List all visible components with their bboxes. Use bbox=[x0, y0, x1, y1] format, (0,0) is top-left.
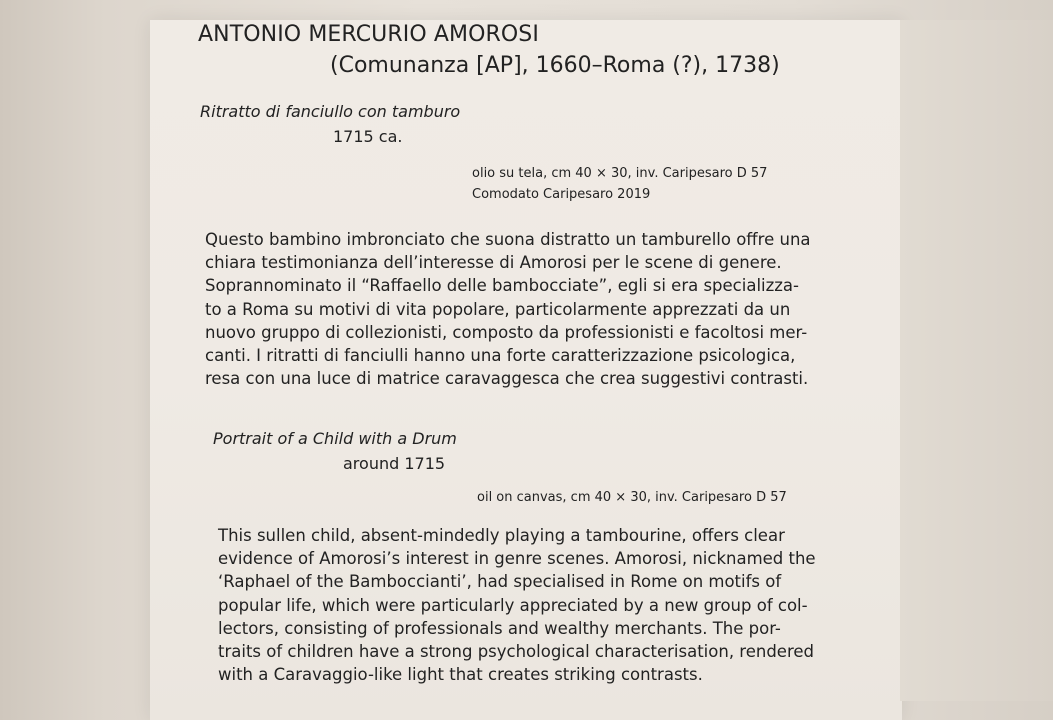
description-line: lectors, consisting of professionals and wealthy merchants. The por- bbox=[218, 618, 781, 638]
wall-background bbox=[900, 20, 1053, 701]
description-line: nuovo gruppo di collezionisti, composto da professionisti e facoltosi mer- bbox=[205, 322, 808, 342]
artwork-title-italian: Ritratto di fanciullo con tamburo bbox=[200, 102, 461, 121]
loan-note-italian: Comodato Caripesaro 2019 bbox=[472, 187, 651, 202]
description-italian bbox=[205, 228, 811, 390]
artist-dates: (Comunanza [AP], 1660–Roma (?), 1738) bbox=[330, 53, 780, 78]
description-line: Soprannominato il “Raffaello delle bambocciate”, egli si era specializza- bbox=[205, 276, 799, 296]
description-line: resa con una luce di matrice caravaggesca che crea suggestivi contrasti. bbox=[205, 369, 809, 389]
description-line: traits of children have a strong psychological characterisation, rendered bbox=[218, 642, 815, 662]
artist-name: ANTONIO MERCURIO AMOROSI bbox=[198, 22, 539, 47]
description-line: with a Caravaggio-like light that creates striking contrasts. bbox=[218, 665, 703, 685]
artwork-title-english: Portrait of a Child with a Drum bbox=[213, 429, 457, 448]
technique-english: oil on canvas, cm 40 × 30, inv. Caripesaro D 57 bbox=[477, 490, 787, 505]
description-line: evidence of Amorosi’s interest in genre scenes. Amorosi, nicknamed the bbox=[218, 549, 816, 569]
description-line: canti. I ritratti di fanciulli hanno una forte caratterizzazione psicologica, bbox=[205, 346, 796, 366]
description-line: chiara testimonianza dell’interesse di Amorosi per le scene di genere. bbox=[205, 253, 782, 273]
description-line: This sullen child, absent-mindedly playing a tambourine, offers clear bbox=[218, 526, 785, 545]
description-line: Questo bambino imbronciato che suona distratto un tamburello offre una bbox=[205, 230, 811, 249]
technique-italian: olio su tela, cm 40 × 30, inv. Caripesaro D 57 bbox=[472, 166, 768, 181]
description-english bbox=[218, 524, 816, 686]
artwork-date-italian: 1715 ca. bbox=[333, 127, 403, 146]
description-line: popular life, which were particularly appreciated by a new group of col- bbox=[218, 595, 808, 615]
description-line: to a Roma su motivi di vita popolare, particolarmente apprezzati da un bbox=[205, 299, 791, 319]
artwork-date-english: around 1715 bbox=[343, 454, 446, 473]
description-line: ‘Raphael of the Bamboccianti’, had specialised in Rome on motifs of bbox=[218, 572, 782, 592]
